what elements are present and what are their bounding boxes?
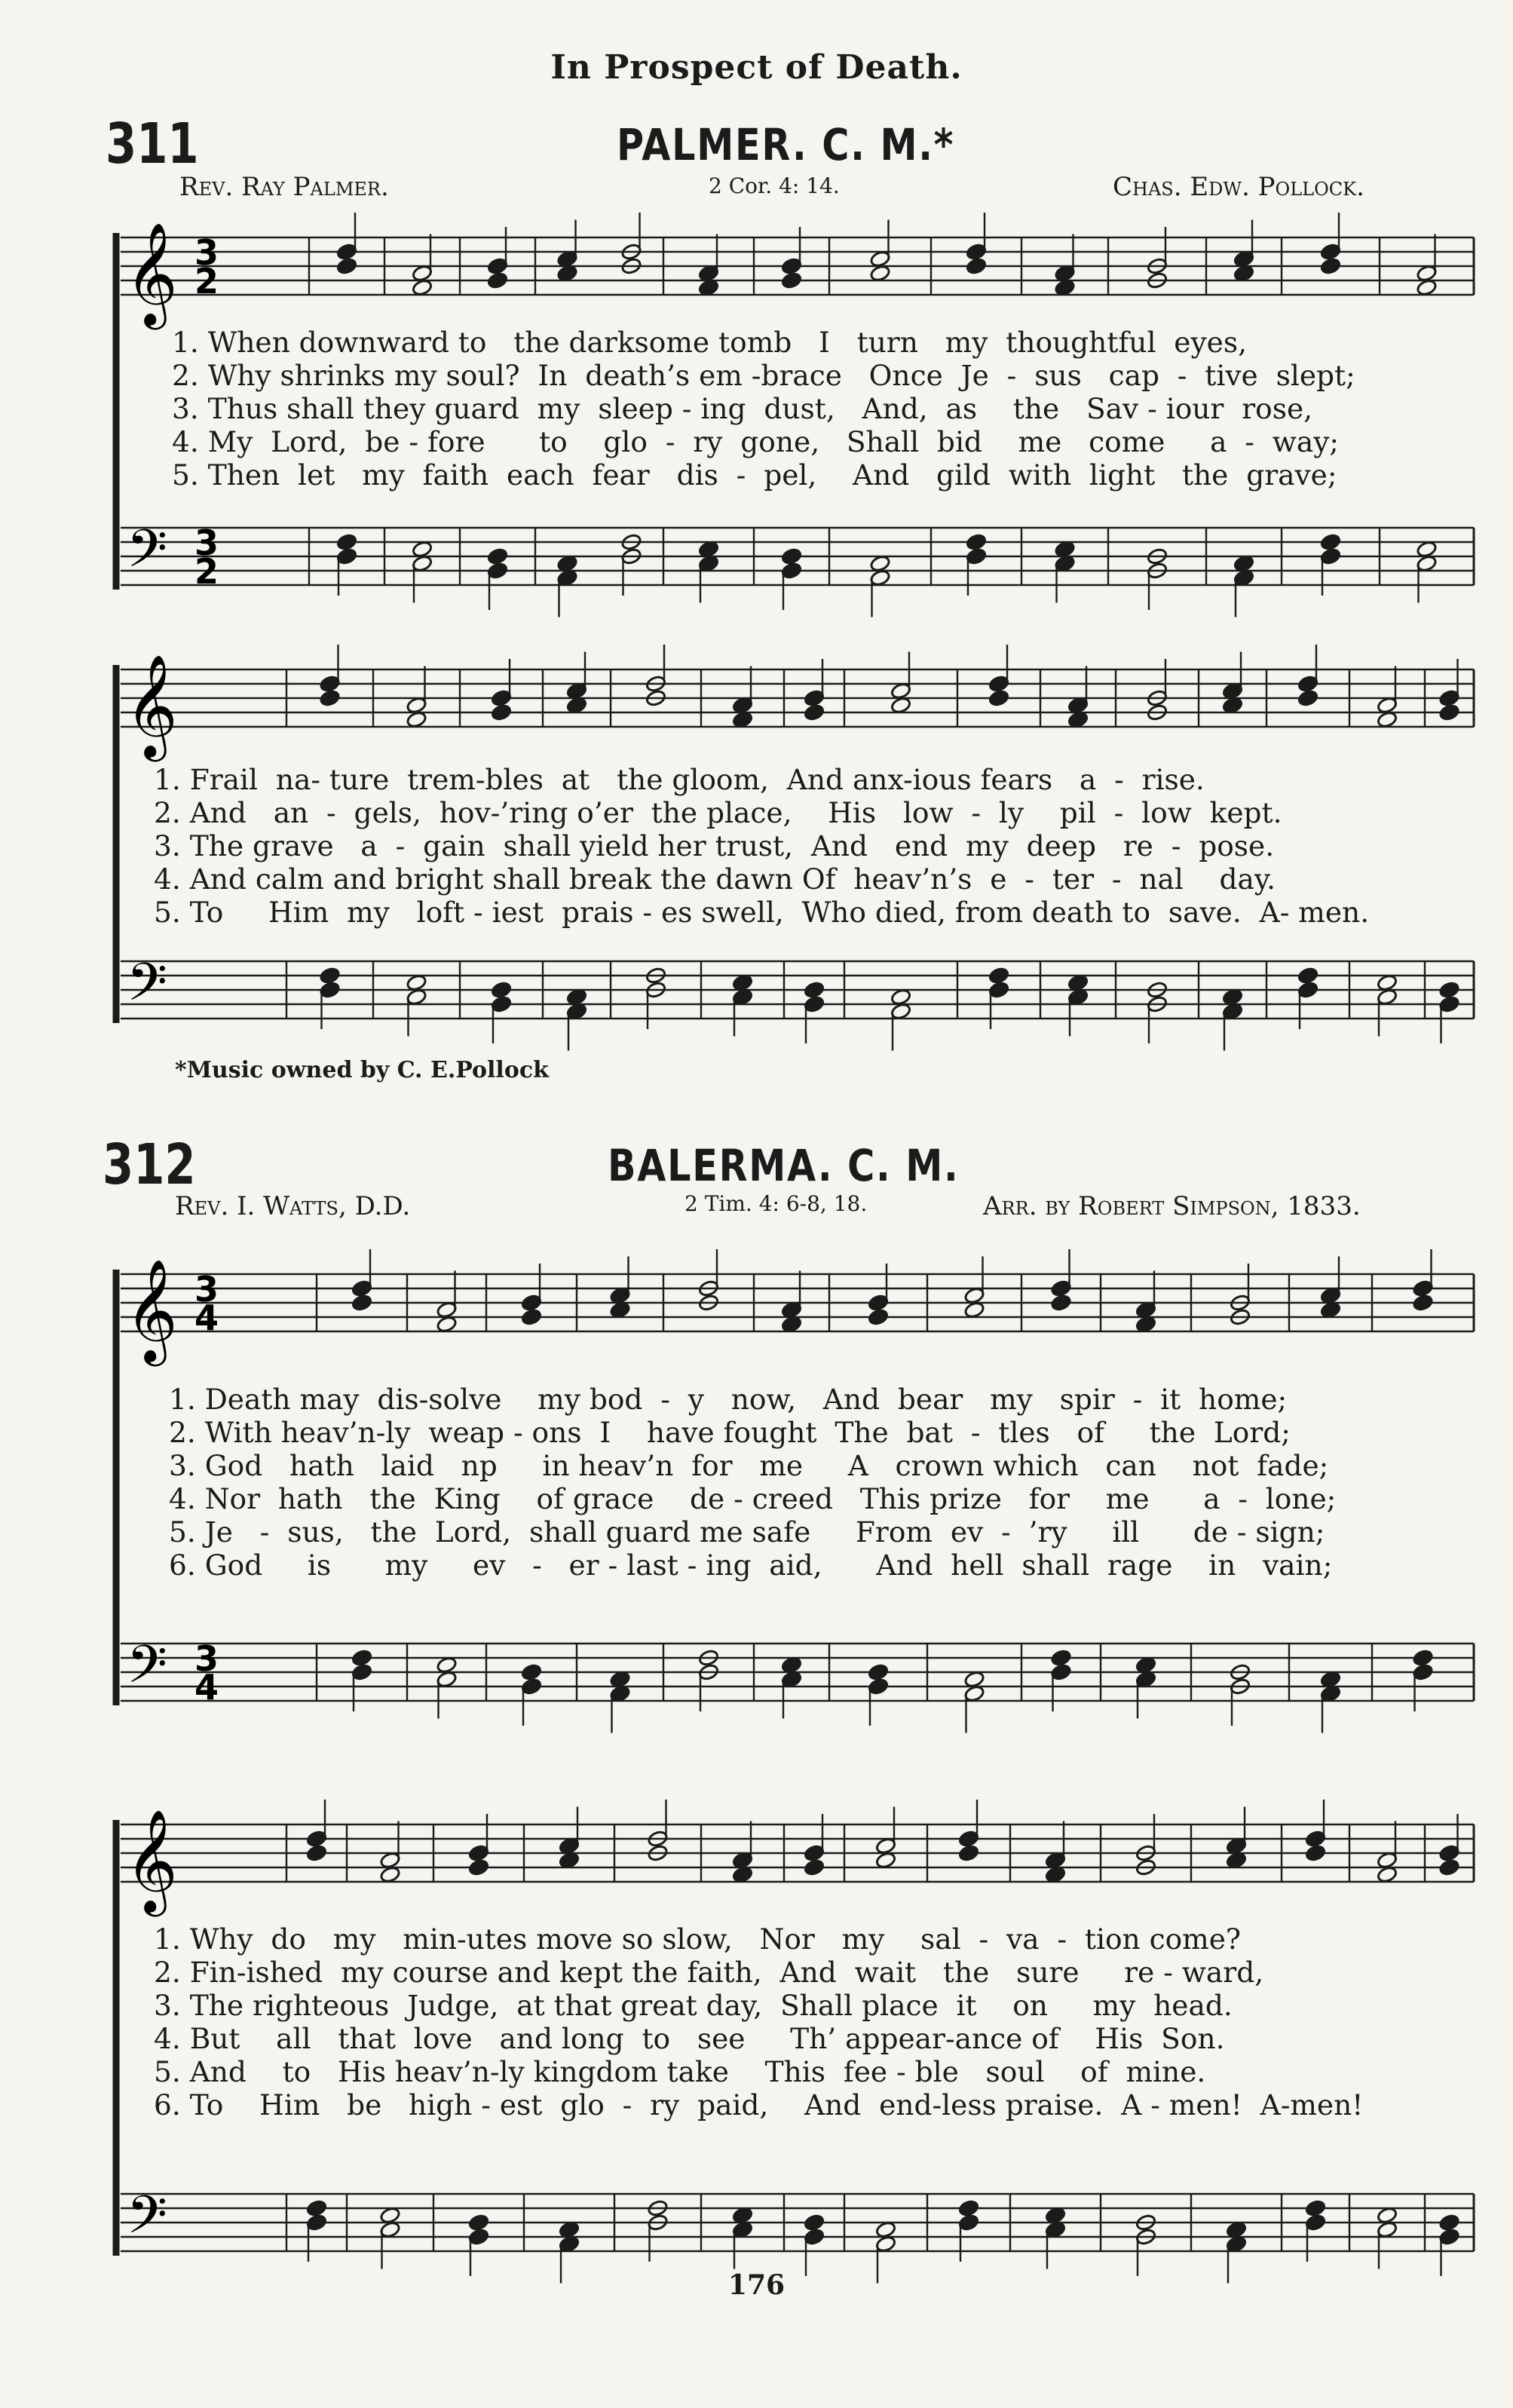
- notehead: [966, 257, 987, 275]
- notehead: [1305, 1844, 1326, 1862]
- notehead: [868, 1308, 889, 1326]
- time-signature: 4: [194, 1297, 219, 1338]
- notehead: [487, 547, 508, 565]
- time-signature: 4: [194, 1667, 219, 1708]
- treble-clef-icon: 𝄞: [125, 1258, 178, 1362]
- lyric-line: 2. And an - gels, hov-’ring o’er the place, His low - ly pil - low kept.: [154, 796, 1282, 829]
- bass-clef-icon: 𝄢: [127, 1634, 168, 1708]
- lyrics-block: [154, 1922, 1363, 2122]
- lyric-line: 6. God is my ev - er - last - ing aid, And hell shall rage in vain;: [169, 1549, 1333, 1582]
- notehead: [1320, 257, 1341, 275]
- running-head: In Prospect of Death.: [550, 48, 963, 87]
- lyric-line: 3. Thus shall they guard my sleep - ing dust, And, as the Sav - iour rose,: [172, 392, 1313, 425]
- lyric-line: 4. My Lord, be - fore to glo - ry gone, Shall bid me come a - way;: [172, 425, 1340, 458]
- lyric-line: 3. The righteous Judge, at that great day, Shall place it on my head.: [154, 1989, 1233, 2022]
- bass-clef-icon: 𝄢: [127, 518, 168, 592]
- lyric-line: 1. Death may dis-solve my bod - y now, And bear my spir - it home;: [169, 1383, 1288, 1416]
- music-composer: Arr. by Robert Simpson, 1833.: [983, 1191, 1361, 1221]
- notehead: [487, 271, 508, 290]
- lyric-line: 1. Why do my min-utes move so slow, Nor my sal - va - tion come?: [154, 1922, 1242, 1956]
- treble-clef-icon: 𝄞: [125, 1808, 178, 1912]
- notehead: [966, 533, 987, 551]
- notehead: [491, 703, 512, 721]
- text-author: Rev. Ray Palmer.: [179, 172, 389, 202]
- notehead: [1320, 533, 1341, 551]
- notehead: [521, 1308, 542, 1326]
- lyric-line: 1. When downward to the darksome tomb I turn my thoughtful eyes,: [172, 326, 1248, 359]
- treble-clef-icon: 𝄞: [125, 221, 178, 325]
- lyric-line: 2. Fin-ished my course and kept the faith, And wait the sure re - ward,: [154, 1956, 1264, 1989]
- notehead: [1438, 981, 1459, 999]
- lyric-line: 5. And to His heav’n-ly kingdom take This fee - ble soul of mine.: [154, 2055, 1206, 2088]
- notehead: [958, 2199, 979, 2217]
- text-author: Rev. I. Watts, D.D.: [175, 1191, 411, 1221]
- notehead: [1438, 1858, 1459, 1876]
- notehead: [1305, 2199, 1326, 2217]
- bass-clef-icon: 𝄢: [127, 951, 168, 1025]
- lyrics-block: [172, 326, 1355, 492]
- time-signature: 3: [194, 232, 219, 273]
- notehead: [1050, 1294, 1071, 1312]
- lyric-line: 4. And calm and bright shall break the dawn Of heav’n’s e - ter - nal day.: [154, 862, 1276, 896]
- notehead: [804, 981, 825, 999]
- tune-title: BALERMA. C. M.: [608, 1140, 960, 1191]
- notehead: [988, 689, 1009, 707]
- notehead: [988, 967, 1009, 985]
- treble-clef-icon: 𝄞: [125, 653, 178, 757]
- lyric-line: 5. Then let my faith each fear dis - pel, And gild with light the grave;: [172, 458, 1337, 492]
- notehead: [1297, 967, 1319, 985]
- time-signature: 3: [194, 1638, 219, 1679]
- lyric-line: 5. To Him my loft - iest prais - es swell, Who died, from death to save. A- men.: [154, 896, 1370, 929]
- notehead: [306, 2199, 327, 2217]
- notehead: [1412, 1294, 1433, 1312]
- notehead: [306, 1844, 327, 1862]
- lyrics-block: [169, 1383, 1336, 1582]
- lyric-line: 6. To Him be high - est glo - ry paid, And end-less praise. A - men! A-men!: [154, 2088, 1364, 2122]
- time-signature: 2: [194, 551, 219, 592]
- footnote: *Music owned by C. E.Pollock: [175, 1057, 549, 1083]
- notehead: [781, 271, 802, 290]
- lyric-line: 2. With heav’n-ly weap - ons I have fought The bat - tles of the Lord;: [169, 1416, 1291, 1449]
- notehead: [804, 1858, 825, 1876]
- lyric-line: 3. The grave a - gain shall yield her trust, And end my deep re - pose.: [154, 829, 1275, 862]
- notehead: [804, 703, 825, 721]
- notehead: [781, 547, 802, 565]
- page-number: 176: [727, 2269, 786, 2301]
- lyric-line: 4. But all that love and long to see Th’ appear-ance of His Son.: [154, 2022, 1225, 2055]
- lyric-line: 3. God hath laid np in heav’n for me A crown which can not fade;: [169, 1449, 1329, 1482]
- lyric-line: 4. Nor hath the King of grace de - creed This prize for me a - lone;: [169, 1482, 1337, 1515]
- notehead: [468, 2213, 489, 2232]
- tune-title: PALMER. C. M.*: [617, 119, 955, 170]
- hymn-number: 311: [106, 112, 199, 176]
- notehead: [958, 1844, 979, 1862]
- notehead: [1412, 1649, 1433, 1667]
- notehead: [1050, 1649, 1071, 1667]
- notehead: [1438, 703, 1459, 721]
- lyric-line: 2. Why shrinks my soul? In death’s em -brace Once Je - sus cap - tive slept;: [172, 359, 1355, 392]
- time-signature: 3: [194, 522, 219, 563]
- scripture-reference: 2 Tim. 4: 6-8, 18.: [685, 1191, 868, 1216]
- notehead: [319, 967, 340, 985]
- notehead: [1438, 2213, 1459, 2232]
- notehead: [868, 1663, 889, 1681]
- lyric-line: 1. Frail na- ture trem-bles at the gloom, And anx-ious fears a - rise.: [154, 763, 1205, 796]
- time-signature: 3: [194, 1269, 219, 1310]
- notehead: [468, 1858, 489, 1876]
- lyrics-block: [154, 763, 1369, 929]
- notehead: [336, 257, 357, 275]
- music-composer: Chas. Edw. Pollock.: [1113, 172, 1364, 202]
- notehead: [804, 2213, 825, 2232]
- notehead: [1297, 689, 1319, 707]
- lyric-line: 5. Je - sus, the Lord, shall guard me safe From ev - ’ry ill de - sign;: [169, 1515, 1325, 1549]
- notehead: [491, 981, 512, 999]
- notehead: [521, 1663, 542, 1681]
- scripture-reference: 2 Cor. 4: 14.: [709, 173, 840, 198]
- time-signature: 2: [194, 261, 219, 302]
- notehead: [351, 1294, 372, 1312]
- notehead: [351, 1649, 372, 1667]
- hymn-number: 312: [103, 1132, 196, 1197]
- bass-clef-icon: 𝄢: [127, 2184, 168, 2258]
- notehead: [336, 533, 357, 551]
- notehead: [319, 689, 340, 707]
